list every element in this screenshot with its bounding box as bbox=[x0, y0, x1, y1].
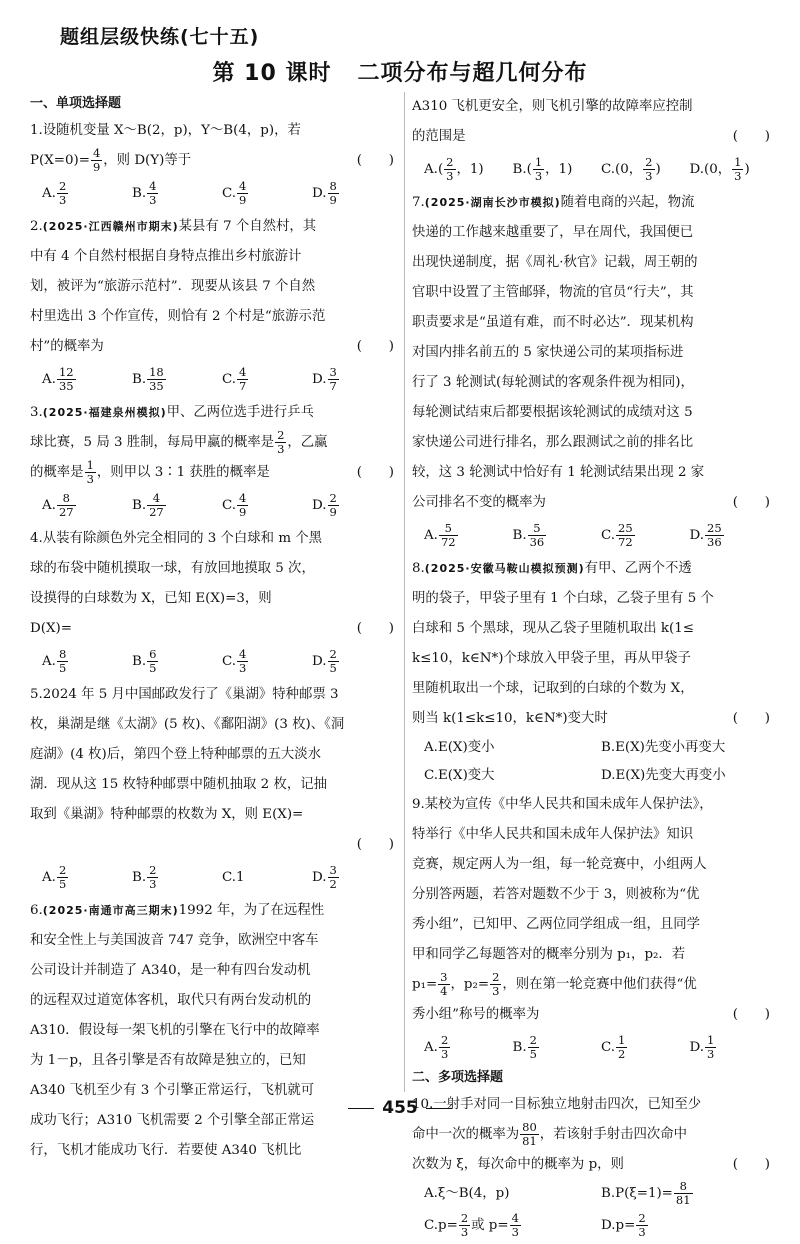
option-a: A.ξ～B(4，p) bbox=[424, 1186, 510, 1201]
question-number: 5. bbox=[30, 687, 43, 702]
question-text: 随着电商的兴起，物流 bbox=[560, 195, 695, 210]
option-b: B. $\frac{4}{3}$ bbox=[132, 179, 157, 207]
dash-right bbox=[426, 1108, 452, 1109]
question-text: 有甲、乙两个不透 bbox=[584, 561, 692, 576]
options-q10 bbox=[412, 1180, 778, 1244]
option-c: C. $\frac{4}{7}$ bbox=[222, 365, 247, 393]
question-text: p₁= bbox=[412, 977, 438, 992]
question-text: 的远程双过道宽体客机，取代只有两台发动机的 bbox=[30, 993, 312, 1008]
answer-blank: ( ) bbox=[732, 711, 770, 726]
question-text: 每轮测试结束后都要根据该轮测试的成绩对这 5 bbox=[412, 405, 693, 420]
question-text: 次数为 ξ，每次命中的概率为 p，则 bbox=[412, 1157, 624, 1172]
options-q7 bbox=[412, 518, 778, 554]
options-q6 bbox=[412, 152, 778, 188]
option-b: B. $\frac{2}{5}$ bbox=[512, 1033, 537, 1061]
question-number: 6. bbox=[30, 903, 43, 918]
question-text: 某校为宣传《中华人民共和国未成年人保护法》， bbox=[424, 797, 713, 812]
left-column bbox=[30, 92, 402, 1166]
option-b: B.P(ξ=1)= $\frac{8}{81}$ bbox=[601, 1179, 691, 1207]
question-text: 快递的工作越来越重要了，早在周代，我国便已 bbox=[412, 225, 694, 240]
question-text: ，若该射手射击四次命中 bbox=[539, 1127, 688, 1142]
question-9 bbox=[412, 790, 778, 1066]
question-text: 职责要求是“虽道有难，而不时必达”．现某机构 bbox=[412, 315, 694, 330]
option-b: B.E(X)先变小再变大 bbox=[601, 740, 726, 755]
options-q9 bbox=[412, 1030, 778, 1066]
option-d: D.(0， $\frac{1}{3}$ ) bbox=[689, 155, 750, 183]
answer-blank: ( ) bbox=[356, 465, 394, 480]
question-8 bbox=[412, 554, 778, 790]
option-d: D.E(X)先变大再变小 bbox=[601, 768, 726, 783]
option-c: C.E(X)变大 bbox=[424, 768, 495, 783]
options-q5 bbox=[30, 860, 402, 896]
question-text: 白球和 5 个黑球，现从乙袋子里随机取出 k(1≤ bbox=[412, 621, 695, 636]
option-d: D. $\frac{1}{3}$ bbox=[689, 1033, 715, 1061]
question-text: 甲和同学乙每题答对的概率分别为 p₁，p₂．若 bbox=[412, 947, 686, 962]
question-number: 8. bbox=[412, 561, 425, 576]
question-text: 出现快递制度，据《周礼·秋官》记载，周王朝的 bbox=[412, 255, 698, 270]
option-b: B. $\frac{18}{35}$ bbox=[132, 365, 164, 393]
fraction: $\frac{2}{3}$ bbox=[277, 428, 285, 456]
option-c: C.p= $\frac{2}{3}$ 或 p= $\frac{4}{3}$ bbox=[424, 1211, 519, 1239]
question-text: 较，这 3 轮测试中恰好有 1 轮测试结果出现 2 家 bbox=[412, 465, 705, 480]
question-text: ，则 D(Y)等于 bbox=[103, 153, 192, 168]
question-text: P(X=0)= bbox=[30, 153, 90, 168]
option-a: A.E(X)变小 bbox=[424, 740, 495, 755]
option-c: C.1 bbox=[222, 870, 245, 885]
question-number: 2. bbox=[30, 219, 43, 234]
question-text: 从装有除颜色外完全相同的 3 个白球和 m 个黑 bbox=[42, 531, 323, 546]
question-1 bbox=[30, 116, 402, 212]
question-text: 为 1－p，且各引擎是否有故障是独立的，已知 bbox=[30, 1053, 306, 1068]
question-source: (2025·安徽马鞍山模拟预测) bbox=[424, 562, 585, 575]
question-number: 7. bbox=[412, 195, 425, 210]
question-text: 则当 k(1≤k≤10，k∈N*)变大时 bbox=[412, 711, 608, 726]
question-text: 里随机取出一个球，记取到的白球的个数为 X， bbox=[412, 681, 694, 696]
question-text: 球的布袋中随机摸取一球，有放回地摸取 5 次， bbox=[30, 561, 315, 576]
options-q4 bbox=[30, 644, 402, 680]
option-a: A. $\frac{2}{3}$ bbox=[42, 179, 67, 207]
question-text: 行了 3 轮测试(每轮测试的客观条件视为相同)， bbox=[412, 375, 694, 390]
option-b: B.( $\frac{1}{3}$ ，1) bbox=[512, 155, 573, 183]
question-4 bbox=[30, 524, 402, 680]
option-d: D. $\frac{3}{7}$ bbox=[312, 365, 337, 393]
question-text: 秀小组”，已知甲、乙两位同学组成一组，且同学 bbox=[412, 917, 701, 932]
answer-blank: ( ) bbox=[356, 837, 394, 852]
question-text: 甲、乙两位选手进行乒乓 bbox=[166, 405, 314, 420]
option-b: B. $\frac{5}{36}$ bbox=[512, 521, 545, 549]
exercise-set-tag: 题组层级快练(七十五) bbox=[60, 26, 260, 48]
option-a: A. $\frac{12}{35}$ bbox=[42, 365, 74, 393]
option-c: C. $\frac{1}{2}$ bbox=[601, 1033, 626, 1061]
fraction: $\frac{80}{81}$ bbox=[522, 1120, 537, 1148]
question-text: ，则甲以 3∶1 获胜的概率是 bbox=[96, 465, 270, 480]
question-3 bbox=[30, 398, 402, 524]
question-6 bbox=[30, 896, 402, 1166]
question-text: 一射手对同一目标独立地射击四次，已知至少 bbox=[433, 1097, 702, 1112]
question-text: ，乙赢 bbox=[287, 435, 328, 450]
option-a: A. $\frac{2}{3}$ bbox=[424, 1033, 449, 1061]
topic-label: 二项分布与超几何分布 bbox=[357, 61, 588, 86]
option-c: C. $\frac{4}{9}$ bbox=[222, 491, 247, 519]
question-text: 某县有 7 个自然村，其 bbox=[178, 219, 317, 234]
answer-blank: ( ) bbox=[356, 153, 394, 168]
option-d: D. $\frac{3}{2}$ bbox=[312, 863, 337, 891]
options-q1 bbox=[30, 176, 402, 212]
fraction: $\frac{2}{3}$ bbox=[492, 970, 500, 998]
question-text: 的范围是 bbox=[412, 129, 466, 144]
page-title bbox=[0, 56, 800, 87]
question-text: 划，被评为“旅游示范村”．现要从该县 7 个自然 bbox=[30, 279, 316, 294]
option-d: D.p= $\frac{2}{3}$ bbox=[601, 1211, 646, 1239]
question-text: D(X)= bbox=[30, 621, 72, 636]
question-text: 秀小组”称号的概率为 bbox=[412, 1007, 540, 1022]
answer-blank: ( ) bbox=[732, 1007, 770, 1022]
question-text: 特举行《中华人民共和国未成年人保护法》知识 bbox=[412, 827, 694, 842]
question-text: 庭湖》(4 枚)后，第四个登上特种邮票的五大淡水 bbox=[30, 747, 322, 762]
question-text: 2024 年 5 月中国邮政发行了《巢湖》特种邮票 3 bbox=[42, 687, 339, 702]
option-c: C. $\frac{4}{9}$ bbox=[222, 179, 247, 207]
right-column bbox=[412, 92, 778, 1244]
question-7 bbox=[412, 188, 778, 554]
question-text: A310．假设每一架飞机的引擎在飞行中的故障率 bbox=[30, 1023, 320, 1038]
question-number: 10. bbox=[412, 1097, 434, 1112]
question-text: A340 飞机至少有 3 个引擎正常运行，飞机就可 bbox=[30, 1083, 315, 1098]
question-text: 湖．现从这 15 枚特种邮票中随机抽取 2 枚，记抽 bbox=[30, 777, 328, 792]
lesson-label: 第 10 课时 bbox=[212, 61, 332, 86]
question-source: (2025·南通市高三期末) bbox=[42, 904, 179, 917]
option-c: C. $\frac{25}{72}$ bbox=[601, 521, 633, 549]
question-number: 4. bbox=[30, 531, 43, 546]
question-2 bbox=[30, 212, 402, 398]
question-text: 分别答两题，若答对题数不少于 3，则被称为“优 bbox=[412, 887, 700, 902]
options-q3 bbox=[30, 488, 402, 524]
question-text: 设随机变量 X～B(2，p)，Y～B(4，p)，若 bbox=[42, 123, 301, 138]
option-a: A.( $\frac{2}{3}$ ，1) bbox=[424, 155, 484, 183]
question-text: 公司排名不变的概率为 bbox=[412, 495, 546, 510]
question-source: (2025·福建泉州模拟) bbox=[42, 406, 167, 419]
option-b: B. $\frac{4}{27}$ bbox=[132, 491, 164, 519]
question-text: 竞赛，规定两人为一组，每一轮竞赛中，小组两人 bbox=[412, 857, 707, 872]
column-divider bbox=[404, 92, 405, 1092]
option-a: A. $\frac{2}{5}$ bbox=[42, 863, 67, 891]
page-number bbox=[0, 1098, 800, 1118]
question-text: 明的袋子，甲袋子里有 1 个白球，乙袋子里有 5 个 bbox=[412, 591, 714, 606]
question-text: 行，飞机才能成功飞行．若要使 A340 飞机比 bbox=[30, 1143, 302, 1158]
question-text: 枚，巢湖是继《太湖》(5 枚)、《鄱阳湖》(3 枚)、《洞 bbox=[30, 717, 345, 732]
answer-blank: ( ) bbox=[356, 339, 394, 354]
question-number: 3. bbox=[30, 405, 43, 420]
page-number-text: 455 bbox=[382, 1098, 418, 1118]
question-source: (2025·湖南长沙市模拟) bbox=[424, 196, 561, 209]
option-d: D. $\frac{2}{9}$ bbox=[312, 491, 337, 519]
question-text: 的概率是 bbox=[30, 465, 84, 480]
option-a: A. $\frac{8}{5}$ bbox=[42, 647, 67, 675]
answer-blank: ( ) bbox=[732, 1157, 770, 1172]
question-text: 命中一次的概率为 bbox=[412, 1127, 520, 1142]
question-text: A310 飞机更安全，则飞机引擎的故障率应控制 bbox=[412, 99, 693, 114]
fraction: $\frac{1}{3}$ bbox=[86, 458, 94, 486]
options-q8 bbox=[412, 734, 778, 790]
question-text: 官职中设置了主管邮驿，物流的官员“行夫”，其 bbox=[412, 285, 694, 300]
question-text: k≤10，k∈N*)个球放入甲袋子里，再从甲袋子 bbox=[412, 651, 691, 666]
question-text: 1992 年，为了在远程性 bbox=[178, 903, 325, 918]
question-5 bbox=[30, 680, 402, 896]
question-text: 村”的概率为 bbox=[30, 339, 104, 354]
option-b: B. $\frac{6}{5}$ bbox=[132, 647, 157, 675]
option-b: B. $\frac{2}{3}$ bbox=[132, 863, 157, 891]
question-number: 9. bbox=[412, 797, 425, 812]
question-text: 取到《巢湖》特种邮票的枚数为 X，则 E(X)= bbox=[30, 807, 304, 822]
question-text: ，则在第一轮竞赛中他们获得“优 bbox=[502, 977, 697, 992]
question-text: ，p₂= bbox=[450, 977, 490, 992]
question-text: 对国内排名前五的 5 家快递公司的某项指标进 bbox=[412, 345, 684, 360]
answer-blank: ( ) bbox=[732, 495, 770, 510]
option-a: A. $\frac{8}{27}$ bbox=[42, 491, 74, 519]
question-text: 设摸得的白球数为 X，已知 E(X)=3，则 bbox=[30, 591, 272, 606]
option-c: C. $\frac{4}{3}$ bbox=[222, 647, 247, 675]
answer-blank: ( ) bbox=[732, 129, 770, 144]
answer-blank: ( ) bbox=[356, 621, 394, 636]
option-d: D. $\frac{2}{5}$ bbox=[312, 647, 337, 675]
question-text: 公司设计并制造了 A340，是一种有四台发动机 bbox=[30, 963, 311, 978]
question-text: 成功飞行；A310 飞机需要 2 个引擎全部正常运 bbox=[30, 1113, 315, 1128]
option-a: A. $\frac{5}{72}$ bbox=[424, 521, 456, 549]
option-d: D. $\frac{25}{36}$ bbox=[689, 521, 722, 549]
fraction: $\frac{4}{9}$ bbox=[92, 146, 101, 174]
question-text: 和安全性上与美国波音 747 竞争，欧洲空中客车 bbox=[30, 933, 319, 948]
option-d: D. $\frac{8}{9}$ bbox=[312, 179, 337, 207]
option-c: C.(0， $\frac{2}{3}$ ) bbox=[601, 155, 661, 183]
section-heading-multi: 二、多项选择题 bbox=[412, 1070, 504, 1085]
question-number: 1. bbox=[30, 123, 43, 138]
question-6-continued bbox=[412, 92, 778, 188]
question-text: 家快递公司进行排名，那么跟测试之前的排名比 bbox=[412, 435, 694, 450]
question-text: 村里选出 3 个作宣传，则恰有 2 个村是“旅游示范 bbox=[30, 309, 326, 324]
question-text: 中有 4 个自然村根据自身特点推出乡村旅游计 bbox=[30, 249, 302, 264]
options-q2 bbox=[30, 362, 402, 398]
question-source: (2025·江西赣州市期末) bbox=[42, 220, 179, 233]
question-text: 球比赛，5 局 3 胜制，每局甲赢的概率是 bbox=[30, 435, 275, 450]
section-heading-single: 一、单项选择题 bbox=[30, 96, 122, 111]
dash-left bbox=[348, 1108, 374, 1109]
fraction: $\frac{3}{4}$ bbox=[440, 970, 448, 998]
